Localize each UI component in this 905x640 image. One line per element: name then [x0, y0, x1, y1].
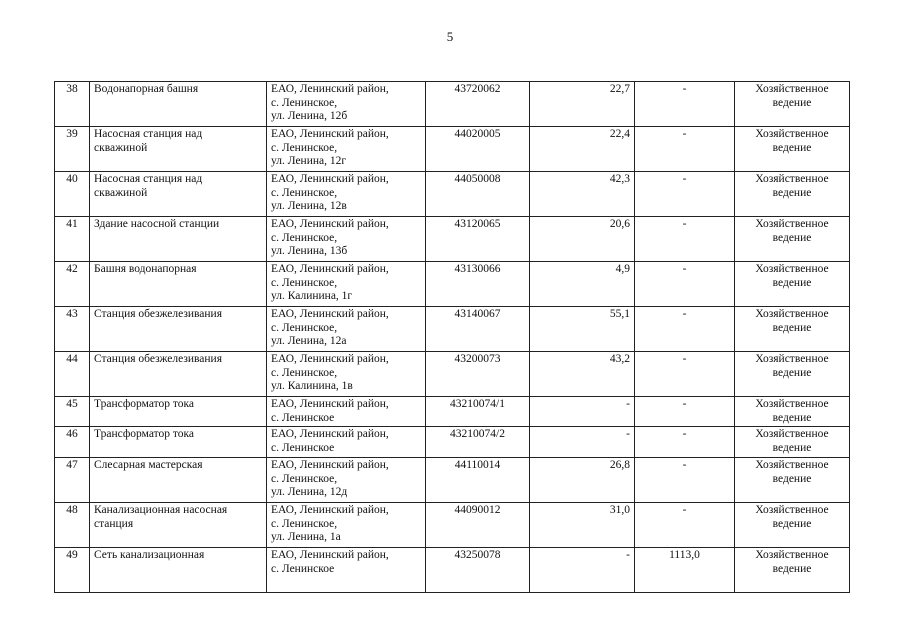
object-name-cell — [90, 307, 267, 352]
address-cell-line: ЕАО, Ленинский район, — [271, 428, 389, 440]
address-cell-line: ЕАО, Ленинский район, — [271, 353, 389, 365]
object-name-cell — [90, 548, 267, 593]
ownership-right-cell-line: ведение — [772, 562, 812, 575]
area-cell: - — [530, 548, 635, 593]
address-cell — [267, 503, 426, 548]
row-number-cell: 49 — [55, 548, 90, 593]
ownership-right-cell-line: Хозяйственное — [755, 128, 829, 140]
address-cell-line: ЕАО, Ленинский район, — [271, 218, 389, 230]
area-cell: 43,2 — [530, 352, 635, 397]
inventory-number-cell: 43200073 — [426, 352, 530, 397]
length-cell: - — [635, 82, 735, 127]
address-cell-line: с. Ленинское, — [271, 141, 338, 154]
address-cell-line: ЕАО, Ленинский район, — [271, 549, 389, 561]
row-number-cell: 40 — [55, 172, 90, 217]
ownership-right-cell-line: Хозяйственное — [755, 263, 829, 275]
address-cell — [267, 307, 426, 352]
address-cell-line: ЕАО, Ленинский район, — [271, 308, 389, 320]
address-cell — [267, 397, 426, 427]
inventory-number-cell: 43130066 — [426, 262, 530, 307]
ownership-right-cell-line: ведение — [772, 276, 812, 289]
ownership-right-cell-line: Хозяйственное — [755, 353, 829, 365]
object-name-cell — [90, 82, 267, 127]
area-cell: 22,7 — [530, 82, 635, 127]
table-row — [55, 82, 850, 127]
address-cell — [267, 82, 426, 127]
object-name-cell-line: Станция обезжелезивания — [94, 353, 223, 365]
address-cell-line: с. Ленинское, — [271, 96, 338, 109]
length-cell: - — [635, 307, 735, 352]
area-cell: - — [530, 427, 635, 458]
inventory-number-cell: 43720062 — [426, 82, 530, 127]
table-row — [55, 503, 850, 548]
ownership-right-cell-line: ведение — [772, 321, 812, 334]
table-body — [55, 82, 850, 593]
ownership-right-cell — [735, 458, 850, 503]
address-cell-line: с. Ленинское, — [271, 276, 338, 289]
ownership-right-cell — [735, 172, 850, 217]
row-number-cell: 41 — [55, 217, 90, 262]
address-cell-line: с. Ленинское, — [271, 472, 338, 485]
object-name-cell-line: Слесарная мастерская — [94, 459, 203, 471]
object-name-cell-line: скважиной — [94, 186, 148, 199]
table-row — [55, 427, 850, 458]
area-cell: - — [530, 397, 635, 427]
object-name-cell-line: Канализационная насосная — [94, 504, 228, 516]
object-name-cell-line: Станция обезжелезивания — [94, 308, 223, 320]
address-cell-line: с. Ленинское, — [271, 517, 338, 530]
object-name-cell-line: Трансформатор тока — [94, 428, 195, 440]
length-cell: - — [635, 127, 735, 172]
area-cell: 42,3 — [530, 172, 635, 217]
table-row — [55, 307, 850, 352]
inventory-number-cell: 43250078 — [426, 548, 530, 593]
area-cell: 26,8 — [530, 458, 635, 503]
row-number-cell: 43 — [55, 307, 90, 352]
length-cell: - — [635, 172, 735, 217]
object-name-cell — [90, 172, 267, 217]
object-name-cell — [90, 427, 267, 458]
address-cell-line: с. Ленинское, — [271, 186, 338, 199]
address-cell-line: ЕАО, Ленинский район, — [271, 128, 389, 140]
address-cell — [267, 172, 426, 217]
length-cell: - — [635, 397, 735, 427]
ownership-right-cell — [735, 397, 850, 427]
row-number-cell: 38 — [55, 82, 90, 127]
ownership-right-cell-line: Хозяйственное — [755, 459, 829, 471]
ownership-right-cell-line: ведение — [772, 441, 812, 454]
length-cell: - — [635, 262, 735, 307]
row-number-cell: 46 — [55, 427, 90, 458]
object-name-cell — [90, 217, 267, 262]
address-cell-line: ЕАО, Ленинский район, — [271, 83, 389, 95]
ownership-right-cell-line: Хозяйственное — [755, 218, 829, 230]
address-cell-line: с. Ленинское, — [271, 321, 338, 334]
inventory-number-cell: 44020005 — [426, 127, 530, 172]
address-cell-line: ул. Калинина, 1г — [271, 290, 353, 303]
object-name-cell — [90, 503, 267, 548]
property-registry-table — [54, 81, 850, 593]
object-name-cell-line: станция — [94, 517, 134, 530]
ownership-right-cell-line: Хозяйственное — [755, 398, 829, 410]
address-cell-line: с. Ленинское — [271, 562, 335, 575]
ownership-right-cell — [735, 82, 850, 127]
address-cell — [267, 427, 426, 458]
inventory-number-cell: 44090012 — [426, 503, 530, 548]
address-cell-line: ЕАО, Ленинский район, — [271, 459, 389, 471]
inventory-number-cell: 43210074/1 — [426, 397, 530, 427]
ownership-right-cell-line: ведение — [772, 411, 812, 424]
page-number: 5 — [446, 29, 454, 44]
ownership-right-cell — [735, 548, 850, 593]
inventory-number-cell: 44050008 — [426, 172, 530, 217]
address-cell-line: ул. Ленина, 1а — [271, 531, 341, 544]
ownership-right-cell-line: Хозяйственное — [755, 549, 829, 561]
address-cell — [267, 352, 426, 397]
area-cell: 55,1 — [530, 307, 635, 352]
row-number-cell: 48 — [55, 503, 90, 548]
object-name-cell — [90, 458, 267, 503]
inventory-number-cell: 43210074/2 — [426, 427, 530, 458]
ownership-right-cell-line: ведение — [772, 472, 812, 485]
object-name-cell — [90, 127, 267, 172]
ownership-right-cell — [735, 307, 850, 352]
object-name-cell — [90, 352, 267, 397]
row-number-cell: 47 — [55, 458, 90, 503]
ownership-right-cell-line: Хозяйственное — [755, 308, 829, 320]
ownership-right-cell-line: Хозяйственное — [755, 173, 829, 185]
ownership-right-cell — [735, 352, 850, 397]
length-cell: - — [635, 217, 735, 262]
length-cell: - — [635, 427, 735, 458]
address-cell-line: ул. Ленина, 13б — [271, 245, 348, 258]
address-cell — [267, 127, 426, 172]
address-cell-line: ул. Ленина, 12д — [271, 486, 348, 499]
row-number-cell: 45 — [55, 397, 90, 427]
row-number-cell: 39 — [55, 127, 90, 172]
ownership-right-cell-line: ведение — [772, 231, 812, 244]
table-row — [55, 458, 850, 503]
table-row — [55, 397, 850, 427]
ownership-right-cell-line: Хозяйственное — [755, 83, 829, 95]
object-name-cell-line: Сеть канализационная — [94, 549, 205, 561]
address-cell-line: ЕАО, Ленинский район, — [271, 504, 389, 516]
ownership-right-cell-line: Хозяйственное — [755, 428, 829, 440]
table-row — [55, 262, 850, 307]
inventory-number-cell: 43120065 — [426, 217, 530, 262]
address-cell-line: ул. Ленина, 12а — [271, 335, 347, 348]
area-cell: 20,6 — [530, 217, 635, 262]
row-number-cell: 44 — [55, 352, 90, 397]
ownership-right-cell — [735, 427, 850, 458]
address-cell — [267, 458, 426, 503]
area-cell: 22,4 — [530, 127, 635, 172]
ownership-right-cell — [735, 127, 850, 172]
address-cell-line: ул. Калинина, 1в — [271, 380, 353, 393]
object-name-cell-line: Насосная станция над — [94, 173, 203, 185]
address-cell-line: с. Ленинское, — [271, 231, 338, 244]
address-cell — [267, 217, 426, 262]
table-row — [55, 217, 850, 262]
address-cell — [267, 548, 426, 593]
length-cell: - — [635, 503, 735, 548]
length-cell: 1113,0 — [635, 548, 735, 593]
object-name-cell-line: скважиной — [94, 141, 148, 154]
inventory-number-cell: 43140067 — [426, 307, 530, 352]
address-cell-line: ул. Ленина, 12в — [271, 200, 347, 213]
object-name-cell-line: Водонапорная башня — [94, 83, 199, 95]
ownership-right-cell-line: ведение — [772, 517, 812, 530]
area-cell: 4,9 — [530, 262, 635, 307]
object-name-cell-line: Башня водонапорная — [94, 263, 197, 275]
address-cell-line: с. Ленинское — [271, 411, 335, 424]
ownership-right-cell-line: ведение — [772, 96, 812, 109]
address-cell-line: ул. Ленина, 12г — [271, 155, 347, 168]
object-name-cell — [90, 397, 267, 427]
ownership-right-cell — [735, 217, 850, 262]
inventory-number-cell: 44110014 — [426, 458, 530, 503]
ownership-right-cell — [735, 262, 850, 307]
area-cell: 31,0 — [530, 503, 635, 548]
object-name-cell-line: Трансформатор тока — [94, 398, 195, 410]
object-name-cell-line: Здание насосной станции — [94, 218, 220, 230]
table-row — [55, 352, 850, 397]
object-name-cell — [90, 262, 267, 307]
row-number-cell: 42 — [55, 262, 90, 307]
address-cell-line: с. Ленинское, — [271, 366, 338, 379]
address-cell-line: ЕАО, Ленинский район, — [271, 173, 389, 185]
address-cell-line: с. Ленинское — [271, 441, 335, 454]
ownership-right-cell — [735, 503, 850, 548]
address-cell — [267, 262, 426, 307]
address-cell-line: ул. Ленина, 12б — [271, 110, 348, 123]
ownership-right-cell-line: ведение — [772, 366, 812, 379]
table-row — [55, 127, 850, 172]
length-cell: - — [635, 458, 735, 503]
ownership-right-cell-line: ведение — [772, 186, 812, 199]
length-cell: - — [635, 352, 735, 397]
address-cell-line: ЕАО, Ленинский район, — [271, 263, 389, 275]
ownership-right-cell-line: ведение — [772, 141, 812, 154]
table-row — [55, 172, 850, 217]
address-cell-line: ЕАО, Ленинский район, — [271, 398, 389, 410]
ownership-right-cell-line: Хозяйственное — [755, 504, 829, 516]
table-row — [55, 548, 850, 593]
object-name-cell-line: Насосная станция над — [94, 128, 203, 140]
